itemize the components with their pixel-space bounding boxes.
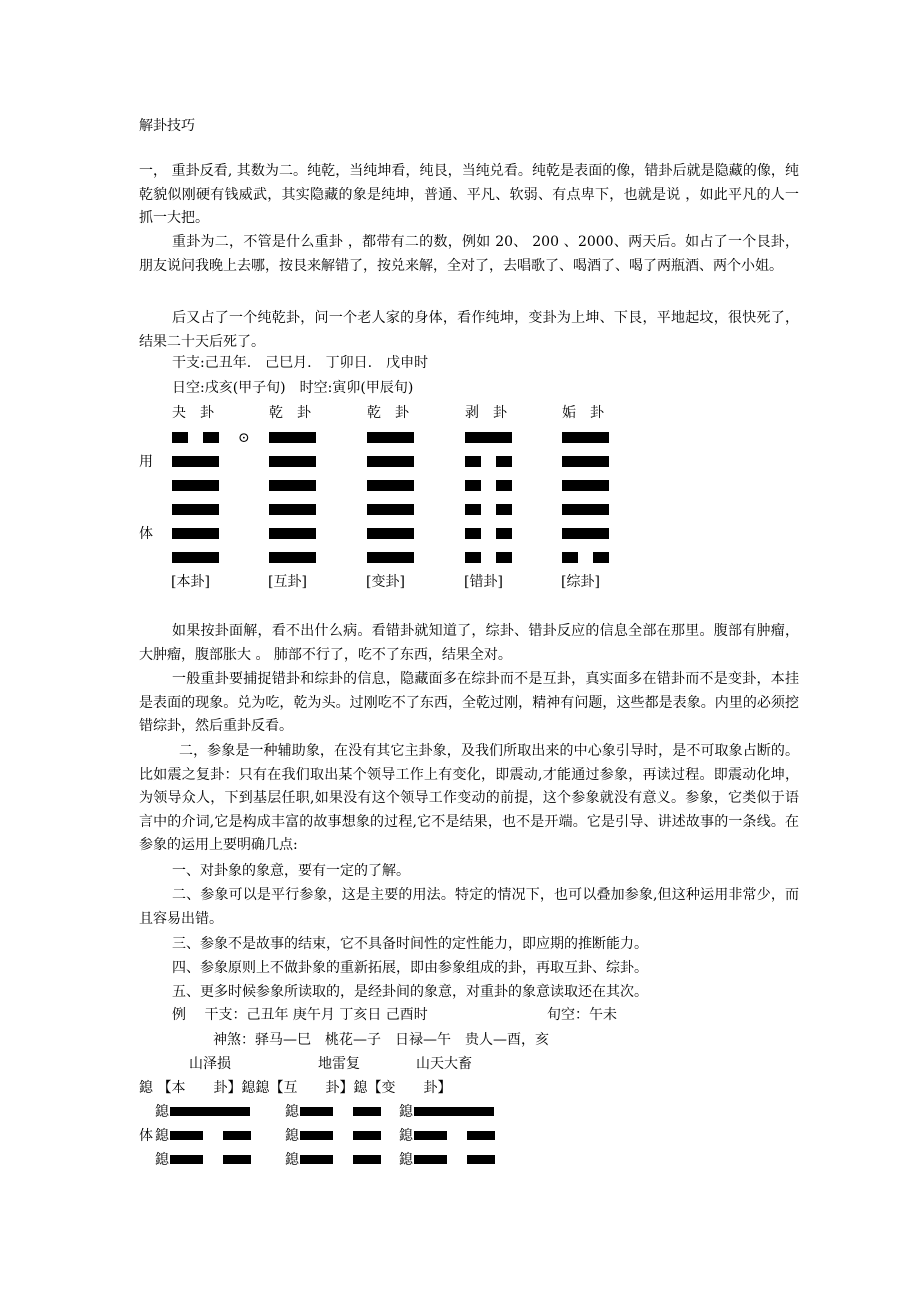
yang-line: [172, 528, 219, 539]
yang-line: [562, 456, 609, 467]
hexagram-caption: [变卦]: [366, 574, 405, 590]
side-label-ti: 体: [139, 1128, 153, 1144]
yang-line: [562, 504, 609, 515]
corrupted-glyph: 鎴: [399, 1152, 413, 1168]
paragraph-2: 重卦为二，不管是什么重卦 ，都带有二的数，例如 20、 200 、2000、两天后。如占了一个艮卦，朋友说问我晚上去哪，按艮来解错了，按兑来解，全对了，去唱歌了、喝酒了、喝了两瓶酒、两个小姐。: [139, 234, 799, 274]
yin-line-left: [465, 528, 481, 539]
corrupted-glyph: 鎴: [285, 1128, 299, 1144]
hexagram-name: 夬 卦: [172, 405, 214, 421]
example-hex-name: 地雷复: [318, 1056, 360, 1072]
yang-line: [465, 432, 512, 443]
yang-line: [562, 528, 609, 539]
yang-line: [269, 480, 316, 491]
yin-line-right: [203, 432, 219, 443]
yin-line-right: [496, 456, 512, 467]
yang-line: [172, 456, 219, 467]
yin-line-right: [353, 1155, 381, 1164]
yin-line-right: [353, 1131, 381, 1140]
document-title: 解卦技巧: [139, 118, 195, 134]
corrupted-glyph: 鎴: [155, 1104, 169, 1120]
list-item: 五、更多时候参象所读取的，是经卦间的象意，对重卦的象意读取还在其次。: [172, 984, 648, 1000]
example-xunkong: 旬空：午未: [547, 1007, 617, 1023]
hexagram-caption: [互卦]: [268, 574, 307, 590]
paragraph-4: 如果按卦面解，看不出什么病。看错卦就知道了，综卦、错卦反应的信息全部在那里。腹部有肿瘤，大肿瘤，腹部胀大 。 肺部不行了，吃不了东西，结果全对。: [139, 623, 799, 663]
ganzhi-line: 干支:己丑年. 己巳月. 丁卯日. 戊申时: [172, 355, 429, 371]
yang-line: [172, 552, 219, 563]
paragraph-6: 二，参象是一种辅助象，在没有其它主卦象，及我们所取出来的中心象引导时，是不可取象占断的。比如震之复卦：只有在我们取出某个领导工作上有变化，即震动,才能通过参象，再读过程。即震动化坤，为领导众人，下到基层任职,如果没有这个领导工作变动的前提，这个参象就没有意义。参象，它类似于语言中的介词,它是构成丰富的故事想象的过程,它不是结果，也不是开端。它是引导、讲述故事的一条线。在参象的运用上要明确几点:: [139, 743, 799, 853]
example-ganzhi: 例 干支：己丑年 庚午月 丁亥日 己酉时: [172, 1007, 428, 1023]
example-hex-name: 山天大畜: [416, 1056, 472, 1072]
yang-line: [367, 504, 414, 515]
yin-line-left: [562, 552, 578, 563]
yang-line: [172, 504, 219, 515]
yang-line: [367, 552, 414, 563]
yin-line-left: [465, 552, 481, 563]
hexagram-caption: [综卦]: [561, 574, 600, 590]
yin-line-right: [467, 1131, 495, 1140]
yin-line-left: [170, 1131, 203, 1140]
yang-line: [269, 456, 316, 467]
yin-line-left: [465, 480, 481, 491]
yang-line: [269, 504, 316, 515]
yin-line-right: [223, 1131, 251, 1140]
yin-line-left: [170, 1155, 203, 1164]
yang-line: [562, 480, 609, 491]
moving-line-dot-icon: ⊙: [238, 430, 250, 446]
yin-line-right: [496, 552, 512, 563]
yin-line-right: [353, 1107, 381, 1116]
yin-line-left: [465, 504, 481, 515]
yin-line-left: [414, 1131, 447, 1140]
corrupted-glyph: 鎴: [285, 1152, 299, 1168]
list-item: 二、参象可以是平行参象，这是主要的用法。特定的情况下，也可以叠加参象,但这种运用非常少，而且容易出错。: [139, 887, 799, 927]
yang-line: [414, 1107, 494, 1116]
yang-line: [269, 552, 316, 563]
yin-line-left: [300, 1155, 333, 1164]
yang-line: [562, 432, 609, 443]
hexagram-name: 乾 卦: [269, 405, 311, 421]
yang-line: [367, 432, 414, 443]
yin-line-right: [496, 528, 512, 539]
side-label-ti: 体: [139, 526, 153, 542]
hexagram-name: 乾 卦: [367, 405, 409, 421]
list-item: 三、参象不是故事的结束，它不具备时间性的定性能力，即应期的推断能力。: [172, 936, 648, 952]
paragraph-5: 一般重卦要捕捉错卦和综卦的信息，隐藏面多在综卦而不是互卦，真实面多在错卦而不是变卦，本挂是表面的现象。兑为吃，乾为头。过刚吃不了东西，全乾过刚，精神有问题，这些都是表象。内里的必须挖错综卦，然后重卦反看。: [139, 671, 799, 734]
yin-line-left: [300, 1131, 333, 1140]
list-item: 一、对卦象的象意，要有一定的了解。: [172, 863, 410, 879]
yang-line: [367, 528, 414, 539]
yang-line: [170, 1107, 250, 1116]
paragraph-3: 后又占了一个纯乾卦，问一个老人家的身体，看作纯坤，变卦为上坤、下艮，平地起坟，很快死了，结果二十天后死了。: [139, 310, 799, 350]
yin-line-right: [496, 504, 512, 515]
yin-line-left: [414, 1155, 447, 1164]
corrupted-glyph: 鎴: [399, 1128, 413, 1144]
corrupted-glyph: 鎴: [155, 1152, 169, 1168]
example-shensha: 神煞：驿马—巳 桃花—子 日禄—午 贵人—酉，亥: [213, 1032, 549, 1048]
yang-line: [269, 432, 316, 443]
rikong-line: 日空:戌亥(甲子旬) 时空:寅卯(甲辰旬): [172, 380, 414, 396]
corrupted-glyph: 鎴: [285, 1104, 299, 1120]
example-hex-name: 山泽损: [189, 1056, 231, 1072]
list-item: 四、参象原则上不做卦象的重新拓展，即由参象组成的卦，再取互卦、综卦。: [172, 960, 648, 976]
paragraph-1: 一， 重卦反看, 其数为二。纯乾，当纯坤看，纯艮，当纯兑看。纯乾是表面的像，错卦后就是隐藏的像，纯乾貌似刚硬有钱威武，其实隐藏的象是纯坤，普通、平凡、软弱、有点卑下，也就是说 ，如此平凡的人一抓一大把。: [139, 163, 799, 226]
yin-line-right: [593, 552, 609, 563]
example-hex-header: 鎴 【本 卦】鎴鎴【互 卦】鎴【变 卦】: [139, 1080, 452, 1096]
yin-line-left: [465, 456, 481, 467]
yang-line: [367, 480, 414, 491]
hexagram-name: 剥 卦: [465, 405, 507, 421]
yin-line-right: [467, 1155, 495, 1164]
yin-line-right: [223, 1155, 251, 1164]
yang-line: [269, 528, 316, 539]
corrupted-glyph: 鎴: [155, 1128, 169, 1144]
hexagram-name: 姤 卦: [562, 405, 604, 421]
hexagram-caption: [错卦]: [464, 574, 503, 590]
yang-line: [367, 456, 414, 467]
yin-line-right: [496, 480, 512, 491]
yin-line-left: [172, 432, 188, 443]
hexagram-caption: [本卦]: [171, 574, 210, 590]
side-label-yong: 用: [139, 454, 153, 470]
corrupted-glyph: 鎴: [399, 1104, 413, 1120]
yang-line: [172, 480, 219, 491]
yin-line-left: [300, 1107, 333, 1116]
